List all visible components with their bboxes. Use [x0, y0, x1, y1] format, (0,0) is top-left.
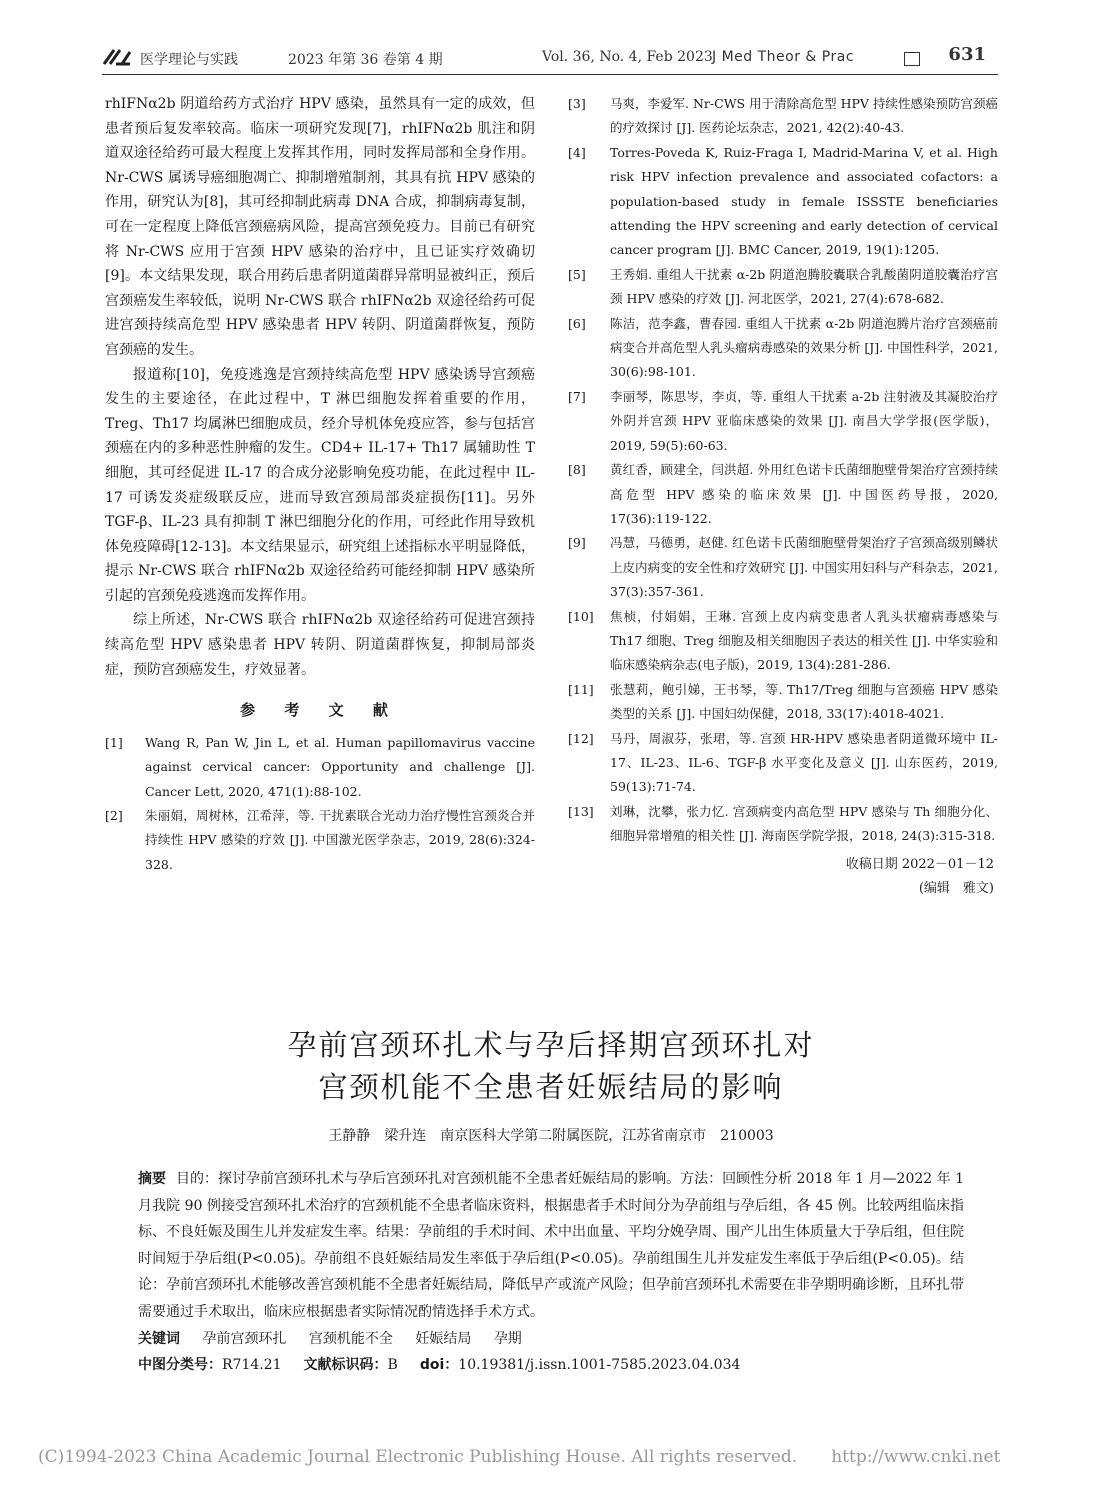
references-heading: 参 考 文 献	[240, 701, 400, 720]
reference-item	[568, 385, 998, 458]
reference-item	[568, 458, 998, 531]
reference-item	[568, 605, 998, 678]
reference-text: 黄红香，顾建全，闫洪超. 外用红色诺卡氏菌细胞壁骨架治疗宫颈持续高危型 HPV 感染的临床效果 [J]. 中国医药导报，2020, 17(36):119-122.	[610, 462, 998, 526]
reference-item	[568, 92, 998, 141]
keyword: 妊娠结局	[415, 1330, 472, 1347]
reference-number: [2]	[105, 808, 123, 824]
article-title-line: 孕前宫颈环扎术与孕后择期宫颈环扎对	[287, 1028, 815, 1062]
abstract-label: 摘要	[138, 1171, 167, 1187]
reference-text: 焦桢，付娟娟，王琳. 宫颈上皮内病变患者人乳头状瘤病毒感染与 Th17 细胞、Treg 细胞及相关细胞因子表达的相关性 [J]. 中华实验和临床感染病杂志(电子版)，2019, 13(4):281-286.	[610, 608, 998, 673]
body-paragraph: 报道称[10]，免疫逃逸是宫颈持续高危型 HPV 感染诱导宫颈癌发生的主要途径，在此过程中，T 淋巴细胞发挥着重要的作用，Treg、Th17 均属淋巴细胞成员，经介导机体免疫应答，参与包括宫颈癌在内的多种恶性肿瘤的发生。CD4+ IL-17+ Th17 属辅助性 T 细胞，其可经促进 IL-17 的合成分泌影响免疫功能，在此过程中 IL-17 可诱发炎症级联反应，进而导致宫颈局部炎症损伤[11]。另外 TGF-β、IL-23 具有抑制 T 淋巴细胞分化的作用，可经此作用导致机体免疫障碍[12-13]。本文结果显示，研究组上述指标水平明显降低，提示 Nr-CWS 联合 rhIFNα2b 双途径给药可能经抑制 HPV 感染所引起的宫颈免疫逃逸而发挥作用。	[105, 366, 535, 604]
reference-number: [3]	[568, 96, 586, 111]
doccode-label: 文献标识码：	[303, 1357, 388, 1374]
reference-number: [10]	[568, 608, 594, 624]
keyword: 宫颈机能不全	[308, 1330, 393, 1347]
doi-value: 10.19381/j.issn.1001-7585.2023.04.034	[458, 1357, 741, 1374]
keyword: 孕前宫颈环扎	[202, 1330, 287, 1347]
reference-text: 朱丽娟，周树林，江希萍，等. 干扰素联合光动力治疗慢性宫颈炎合并持续性 HPV 感染的疗效 [J]. 中国激光医学杂志，2019, 28(6):324-328.	[145, 808, 535, 872]
editor-note: (编辑 雅文)	[918, 880, 994, 896]
left-column	[105, 92, 535, 877]
journal-name-cn: 医学理论与实践	[140, 52, 238, 68]
reference-item	[105, 804, 535, 877]
page-header	[102, 44, 998, 75]
received-date: 收稿日期 2022－01－12	[845, 856, 994, 872]
right-column	[568, 92, 998, 901]
reference-text: 冯慧，马德勇，赵健. 红色诺卡氏菌细胞壁骨架治疗子宫颈高级别鳞状上皮内病变的安全性和疗效研究 [J]. 中国实用妇科与产科杂志，2021, 37(3):357-361.	[610, 535, 998, 600]
reference-text: 马爽，李爱军. Nr-CWS 用于清除高危型 HPV 持续性感染预防宫颈癌的疗效探讨 [J]. 医药论坛杂志，2021, 42(2):40-43.	[610, 96, 998, 136]
reference-number: [11]	[568, 681, 594, 697]
keyword: 孕期	[493, 1330, 522, 1347]
article-authors: 王静静 梁升连 南京医科大学第二附属医院，江苏省南京市 210003	[328, 1128, 774, 1144]
reference-text: 刘琳，沈攀，张力忆. 宫颈病变内高危型 HPV 感染与 Th 细胞分化、细胞异常增殖的相关性 [J]. 海南医学院学报，2018, 24(3):315-318.	[610, 803, 998, 844]
doi-label: doi：	[419, 1357, 459, 1374]
reference-item	[568, 531, 998, 604]
reference-text: 马丹，周淑芬，张珺，等. 宫颈 HR-HPV 感染患者阴道微环境中 IL-17、IL-23、IL-6、TGF-β 水平变化及意义 [J]. 山东医药，2019, 59(13):71-74.	[610, 730, 998, 795]
reference-text: 张慧莉，鲍引娣，王书琴，等. Th17/Treg 细胞与宫颈癌 HPV 感染类型的关系 [J]. 中国妇幼保健，2018, 33(17):4018-4021.	[610, 681, 998, 722]
article-title-line: 宫颈机能不全患者妊娠结局的影响	[318, 1070, 784, 1104]
reference-number: [7]	[568, 388, 586, 404]
reference-item	[568, 800, 998, 849]
page-number: 631	[948, 44, 986, 65]
abstract-block	[138, 1166, 964, 1379]
doccode-value: B	[387, 1357, 398, 1374]
classification-line	[138, 1352, 964, 1379]
clc-field	[138, 1352, 282, 1379]
abstract-text: 目的：探讨孕前宫颈环扎术与孕后宫颈环扎对宫颈机能不全患者妊娠结局的影响。方法：回顾性分析 2018 年 1 月—2022 年 1 月我院 90 例接受宫颈环扎术治疗的宫颈机能不全患者临床资料，根据患者手术时间分为孕前组与孕后组，各 45 例。比较两组临床指标、不良妊娠及围生儿并发症发生率。结果：孕前组的手术时间、术中出血量、平均分娩孕周、围产儿出生体质量大于孕后组，但住院时间短于孕后组(P<0.05)。孕前组不良妊娠结局发生率低于孕后组(P<0.05)。孕前组围生儿并发症发生率低于孕后组(P<0.05)。结论：孕前宫颈环扎术能够改善宫颈机能不全患者妊娠结局，降低早产或流产风险；但孕前宫颈环扎术需要在非孕期明确诊断，且环扎带需要通过手术取出，临床应根据患者实际情况酌情选择手术方式。	[138, 1171, 964, 1320]
clc-value: R714.21	[222, 1357, 282, 1374]
reference-number: [8]	[568, 462, 586, 478]
reference-number: [4]	[568, 144, 586, 160]
clc-label: 中图分类号：	[138, 1357, 222, 1374]
journal-logo-icon	[102, 48, 132, 66]
reference-number: [1]	[105, 734, 123, 750]
reference-item	[568, 263, 998, 312]
reference-item	[105, 731, 535, 804]
reference-number: [9]	[568, 535, 586, 551]
reference-item	[568, 141, 998, 263]
keywords-line	[138, 1326, 964, 1353]
body-paragraph: rhIFNα2b 阴道给药方式治疗 HPV 感染，虽然具有一定的成效，但患者预后复发率较高。临床一项研究发现[7]，rhIFNα2b 肌注和阴道双途径给药可最大程度上发挥其作用，同时发挥局部和全身作用。Nr-CWS 属诱导癌细胞凋亡、抑制增殖制剂，其具有抗 HPV 感染的作用，研究认为[8]，其可经抑制此病毒 DNA 合成，抑制病毒复制，可在一定程度上降低宫颈癌病风险，提高宫颈免疫力。目前已有研究将 Nr-CWS 应用于宫颈 HPV 感染的治疗中，且已证实疗效确切[9]。本文结果发现，联合用药后患者阴道菌群异常明显被纠正，预后宫颈癌发生率较低，说明 Nr-CWS 联合 rhIFNα2b 双途径给药可促进宫颈持续高危型 HPV 感染患者 HPV 转阴、阴道菌群恢复，预防宫颈癌的发生。	[105, 96, 535, 358]
reference-text: 王秀娟. 重组人干扰素 α-2b 阴道泡腾胶囊联合乳酸菌阴道胶囊治疗宫颈 HPV 感染的疗效 [J]. 河北医学，2021, 27(4):678-682.	[610, 266, 998, 307]
header-box-icon	[904, 52, 920, 66]
reference-number: [12]	[568, 730, 594, 746]
journal-issue-en: Vol. 36, No. 4, Feb 2023	[542, 49, 713, 65]
reference-item	[568, 312, 998, 385]
reference-number: [5]	[568, 266, 586, 282]
reference-number: [6]	[568, 315, 586, 331]
reference-text: 李丽琴，陈思岑，李贞，等. 重组人干扰素 a-2b 注射液及其凝胶治疗外阴并宫颈 HPV 亚临床感染的效果 [J]. 南昌大学学报(医学版)，2019, 59(5):60-63.	[610, 388, 998, 453]
abstract-paragraph	[138, 1166, 964, 1326]
body-paragraph: 综上所述，Nr-CWS 联合 rhIFNα2b 双途径给药可促进宫颈持续高危型 HPV 感染患者 HPV 转阴、阴道菌群恢复，抑制局部炎症，预防宫颈癌发生，疗效显著。	[105, 612, 535, 678]
reference-text: 陈洁，范李鑫，曹春园. 重组人干扰素 α-2b 阴道泡腾片治疗宫颈癌前病变合并高危型人乳头瘤病毒感染的效果分析 [J]. 中国性科学，2021, 30(6):98-101.	[610, 315, 998, 380]
doi-field	[420, 1352, 741, 1379]
doccode-field	[304, 1352, 398, 1379]
article-title	[130, 1024, 972, 1108]
journal-name-en: J Med Theor & Prac	[712, 49, 855, 65]
reference-number: [13]	[568, 803, 594, 819]
reference-text: Wang R, Pan W, Jin L, et al. Human papillomavirus vaccine against cervical cancer: Opportunity and challenge [J]. Cancer Lett, 2020, 471(1):88-102.	[145, 734, 535, 799]
reference-text: Torres-Poveda K, Ruiz-Fraga I, Madrid-Marina V, et al. High risk HPV infection prevalence and associated cofactors: a population-based study in female ISSSTE beneficiaries attending the HPV screening and early detection of cervical cancer program [J]. BMC Cancer, 2019, 19(1):1205.	[610, 144, 998, 258]
copyright-notice: (C)1994-2023 China Academic Journal Electronic Publishing House. All rights reserved. http://www.cnki.net	[38, 1447, 1001, 1467]
reference-item	[568, 727, 998, 800]
reference-item	[568, 678, 998, 727]
keywords-label: 关键词	[138, 1330, 180, 1347]
journal-issue-cn: 2023 年第 36 卷第 4 期	[288, 52, 443, 68]
